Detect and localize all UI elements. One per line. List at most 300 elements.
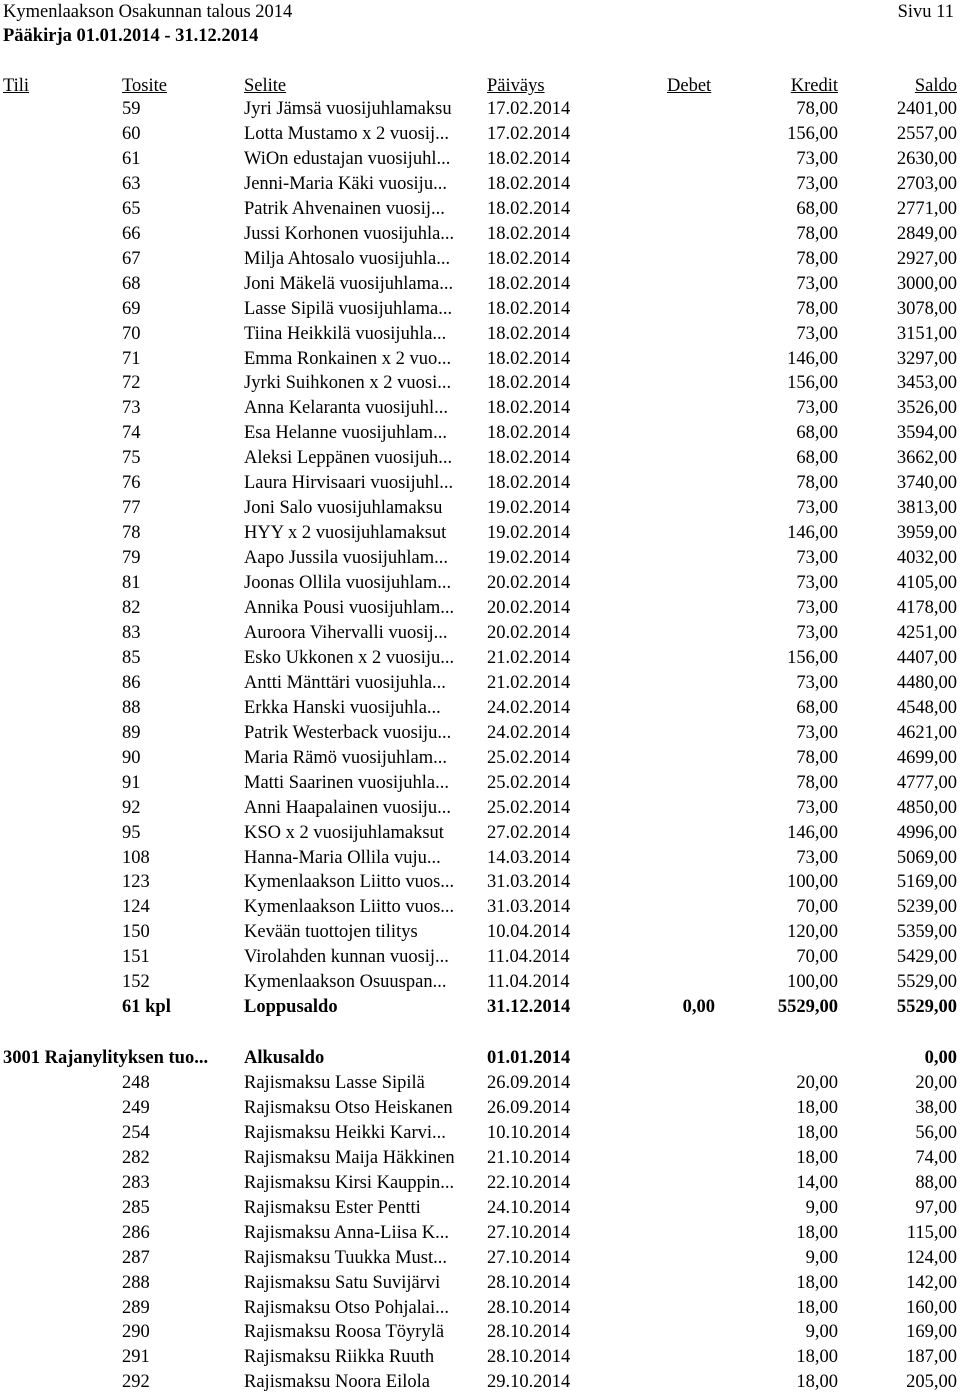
col-tosite: Tosite bbox=[122, 76, 167, 96]
paivays-cell: 18.02.2014 bbox=[487, 198, 571, 219]
ledger-row bbox=[0, 796, 960, 820]
selite-cell: Virolahden kunnan vuosij... bbox=[244, 947, 449, 968]
tosite-cell: 89 bbox=[122, 722, 141, 743]
paivays-cell: 31.03.2014 bbox=[487, 872, 571, 893]
selite-cell: Joonas Ollila vuosijuhlam... bbox=[244, 573, 452, 594]
saldo-cell: 4850,00 bbox=[896, 797, 957, 818]
ledger-row bbox=[0, 1271, 960, 1295]
saldo-cell: 2401,00 bbox=[896, 99, 957, 119]
selite-cell: Erkka Hanski vuosijuhla... bbox=[244, 697, 441, 718]
saldo-cell: 4548,00 bbox=[896, 697, 957, 718]
total-kredit: 5529,00 bbox=[777, 997, 838, 1018]
tosite-cell: 88 bbox=[122, 697, 141, 718]
col-debet: Debet bbox=[667, 76, 712, 96]
selite-cell: Anna Kelaranta vuosijuhl... bbox=[244, 398, 448, 419]
tosite-cell: 151 bbox=[122, 947, 150, 968]
paivays-cell: 18.02.2014 bbox=[487, 248, 571, 269]
paivays-cell: 18.02.2014 bbox=[487, 273, 571, 294]
ledger-row bbox=[0, 97, 960, 121]
paivays-cell: 20.02.2014 bbox=[487, 573, 571, 594]
ledger-row bbox=[0, 1071, 960, 1095]
account-name: 3001 Rajanylityksen tuo... bbox=[3, 1048, 209, 1068]
selite-cell: HYY x 2 vuosijuhlamaksut bbox=[244, 523, 447, 544]
kredit-cell: 100,00 bbox=[787, 872, 838, 893]
account-header-row bbox=[0, 1046, 960, 1070]
paivays-cell: 19.02.2014 bbox=[487, 548, 571, 569]
saldo-cell: 3453,00 bbox=[896, 373, 957, 394]
saldo-cell: 5239,00 bbox=[896, 897, 957, 918]
tosite-cell: 124 bbox=[122, 897, 150, 918]
ledger-row bbox=[0, 920, 960, 944]
ledger-row bbox=[0, 1246, 960, 1270]
kredit-cell: 9,00 bbox=[805, 1247, 838, 1268]
ledger-row bbox=[0, 646, 960, 670]
saldo-cell: 3662,00 bbox=[896, 448, 957, 469]
selite-cell: Annika Pousi vuosijuhlam... bbox=[244, 598, 455, 618]
paivays-cell: 10.04.2014 bbox=[487, 922, 571, 943]
ledger-row bbox=[0, 247, 960, 271]
selite-cell: Kymenlaakson Liitto vuos... bbox=[244, 872, 455, 893]
tosite-cell: 289 bbox=[122, 1297, 150, 1318]
kredit-cell: 68,00 bbox=[796, 423, 838, 444]
ledger-row bbox=[0, 1171, 960, 1195]
selite-cell: Rajismaksu Tuukka Must... bbox=[244, 1247, 448, 1268]
kredit-cell: 18,00 bbox=[796, 1097, 838, 1118]
selite-cell: Lotta Mustamo x 2 vuosij... bbox=[244, 123, 450, 144]
saldo-cell: 4105,00 bbox=[896, 573, 957, 594]
ledger-row bbox=[0, 696, 960, 720]
saldo-cell: 142,00 bbox=[906, 1272, 957, 1293]
saldo-cell: 205,00 bbox=[906, 1372, 957, 1393]
ledger-row bbox=[0, 147, 960, 171]
selite-cell: Rajismaksu Kirsi Kauppin... bbox=[244, 1172, 455, 1193]
col-tili: Tili bbox=[3, 76, 30, 96]
paivays-cell: 28.10.2014 bbox=[487, 1322, 571, 1343]
kredit-cell: 156,00 bbox=[787, 373, 838, 394]
ledger-title: Pääkirja 01.01.2014 - 31.12.2014 bbox=[3, 26, 259, 46]
tosite-cell: 79 bbox=[122, 548, 141, 569]
saldo-cell: 5069,00 bbox=[896, 847, 957, 868]
ledger-row bbox=[0, 1146, 960, 1170]
saldo-cell: 115,00 bbox=[906, 1222, 957, 1243]
tosite-cell: 283 bbox=[122, 1172, 150, 1193]
ledger-row bbox=[0, 521, 960, 545]
saldo-cell: 2927,00 bbox=[896, 248, 957, 269]
tosite-cell: 85 bbox=[122, 647, 141, 668]
kredit-cell: 100,00 bbox=[787, 972, 838, 993]
tosite-cell: 83 bbox=[122, 622, 141, 643]
kredit-cell: 70,00 bbox=[796, 897, 838, 918]
col-kredit: Kredit bbox=[790, 76, 838, 96]
ledger-row bbox=[0, 1296, 960, 1320]
kredit-cell: 18,00 bbox=[796, 1372, 838, 1393]
tosite-cell: 82 bbox=[122, 598, 141, 618]
selite-cell: KSO x 2 vuosijuhlamaksut bbox=[244, 822, 444, 843]
selite-cell: Rajismaksu Lasse Sipilä bbox=[244, 1072, 425, 1093]
kredit-cell: 78,00 bbox=[796, 99, 838, 119]
ledger-row bbox=[0, 1196, 960, 1220]
tosite-cell: 73 bbox=[122, 398, 141, 419]
selite-cell: Esa Helanne vuosijuhlam... bbox=[244, 423, 447, 444]
saldo-cell: 3000,00 bbox=[896, 273, 957, 294]
selite-cell: Aapo Jussila vuosijuhlam... bbox=[244, 548, 449, 569]
selite-cell: Jussi Korhonen vuosijuhla... bbox=[244, 223, 455, 244]
paivays-cell: 18.02.2014 bbox=[487, 348, 571, 369]
tosite-cell: 63 bbox=[122, 173, 141, 194]
tosite-cell: 286 bbox=[122, 1222, 150, 1243]
tosite-cell: 108 bbox=[122, 847, 150, 868]
tosite-cell: 123 bbox=[122, 872, 150, 893]
paivays-cell: 24.02.2014 bbox=[487, 722, 571, 743]
col-selite: Selite bbox=[244, 76, 287, 96]
saldo-cell: 124,00 bbox=[906, 1247, 957, 1268]
paivays-cell: 18.02.2014 bbox=[487, 398, 571, 419]
kredit-cell: 73,00 bbox=[796, 598, 838, 618]
ledger-row bbox=[0, 446, 960, 470]
saldo-cell: 88,00 bbox=[915, 1172, 957, 1193]
saldo-cell: 4032,00 bbox=[896, 548, 957, 569]
total-date: 31.12.2014 bbox=[487, 997, 571, 1018]
tosite-cell: 287 bbox=[122, 1247, 150, 1268]
ledger-row bbox=[0, 895, 960, 919]
ledger-row bbox=[0, 421, 960, 445]
tosite-cell: 249 bbox=[122, 1097, 150, 1118]
ledger-row bbox=[0, 970, 960, 994]
tosite-cell: 86 bbox=[122, 672, 141, 693]
selite-cell: Jyrki Suihkonen x 2 vuosi... bbox=[244, 373, 452, 394]
opening-saldo: 0,00 bbox=[924, 1048, 957, 1068]
kredit-cell: 120,00 bbox=[787, 922, 838, 943]
selite-cell: Rajismaksu Anna-Liisa K... bbox=[244, 1222, 450, 1243]
selite-cell: Maria Rämö vuosijuhlam... bbox=[244, 747, 447, 768]
paivays-cell: 21.02.2014 bbox=[487, 647, 571, 668]
paivays-cell: 22.10.2014 bbox=[487, 1172, 571, 1193]
kredit-cell: 73,00 bbox=[796, 622, 838, 643]
tosite-cell: 285 bbox=[122, 1197, 150, 1218]
total-debet: 0,00 bbox=[682, 997, 715, 1018]
selite-cell: Auroora Vihervalli vuosij... bbox=[244, 622, 448, 643]
paivays-cell: 18.02.2014 bbox=[487, 173, 571, 194]
paivays-cell: 24.10.2014 bbox=[487, 1197, 571, 1218]
selite-cell: Patrik Ahvenainen vuosij... bbox=[244, 198, 445, 219]
kredit-cell: 73,00 bbox=[796, 548, 838, 569]
column-header-row bbox=[0, 74, 960, 98]
selite-cell: Jenni-Maria Käki vuosiju... bbox=[244, 173, 447, 194]
kredit-cell: 18,00 bbox=[796, 1122, 838, 1143]
selite-cell: Rajismaksu Satu Suvijärvi bbox=[244, 1272, 441, 1293]
ledger-row bbox=[0, 1096, 960, 1120]
kredit-cell: 73,00 bbox=[796, 273, 838, 294]
paivays-cell: 10.10.2014 bbox=[487, 1122, 571, 1143]
saldo-cell: 2771,00 bbox=[896, 198, 957, 219]
paivays-cell: 28.10.2014 bbox=[487, 1272, 571, 1293]
tosite-cell: 291 bbox=[122, 1347, 150, 1368]
selite-cell: Rajismaksu Noora Eilola bbox=[244, 1372, 430, 1393]
saldo-cell: 4251,00 bbox=[896, 622, 957, 643]
paivays-cell: 18.02.2014 bbox=[487, 373, 571, 394]
selite-cell: Joni Salo vuosijuhlamaksu bbox=[244, 498, 443, 519]
tosite-cell: 91 bbox=[122, 772, 141, 793]
selite-cell: WiOn edustajan vuosijuhl... bbox=[244, 148, 451, 169]
saldo-cell: 4178,00 bbox=[896, 598, 957, 618]
selite-cell: Laura Hirvisaari vuosijuhl... bbox=[244, 473, 454, 494]
tosite-cell: 59 bbox=[122, 99, 141, 119]
paivays-cell: 18.02.2014 bbox=[487, 223, 571, 244]
paivays-cell: 18.02.2014 bbox=[487, 323, 571, 344]
tosite-cell: 77 bbox=[122, 498, 141, 519]
kredit-cell: 18,00 bbox=[796, 1222, 838, 1243]
paivays-cell: 31.03.2014 bbox=[487, 897, 571, 918]
kredit-cell: 78,00 bbox=[796, 248, 838, 269]
paivays-cell: 27.10.2014 bbox=[487, 1247, 571, 1268]
kredit-cell: 73,00 bbox=[796, 148, 838, 169]
kredit-cell: 68,00 bbox=[796, 448, 838, 469]
page-number: Sivu 11 bbox=[897, 2, 954, 22]
saldo-cell: 3594,00 bbox=[896, 423, 957, 444]
kredit-cell: 73,00 bbox=[796, 173, 838, 194]
paivays-cell: 18.02.2014 bbox=[487, 473, 571, 494]
saldo-cell: 3151,00 bbox=[896, 323, 957, 344]
total-saldo: 5529,00 bbox=[896, 997, 957, 1018]
paivays-cell: 24.02.2014 bbox=[487, 697, 571, 718]
kredit-cell: 18,00 bbox=[796, 1147, 838, 1168]
selite-cell: Rajismaksu Riikka Ruuth bbox=[244, 1347, 435, 1368]
ledger-row bbox=[0, 596, 960, 620]
paivays-cell: 25.02.2014 bbox=[487, 772, 571, 793]
selite-cell: Rajismaksu Otso Pohjalai... bbox=[244, 1297, 450, 1318]
kredit-cell: 14,00 bbox=[796, 1172, 838, 1193]
saldo-cell: 5529,00 bbox=[896, 972, 957, 993]
tosite-cell: 288 bbox=[122, 1272, 150, 1293]
kredit-cell: 18,00 bbox=[796, 1297, 838, 1318]
paivays-cell: 17.02.2014 bbox=[487, 99, 571, 119]
ledger-row bbox=[0, 721, 960, 745]
tosite-cell: 248 bbox=[122, 1072, 150, 1093]
paivays-cell: 21.10.2014 bbox=[487, 1147, 571, 1168]
saldo-cell: 4480,00 bbox=[896, 672, 957, 693]
paivays-cell: 25.02.2014 bbox=[487, 747, 571, 768]
selite-cell: Patrik Westerback vuosiju... bbox=[244, 722, 452, 743]
ledger-row bbox=[0, 1320, 960, 1344]
ledger-row bbox=[0, 746, 960, 770]
kredit-cell: 73,00 bbox=[796, 672, 838, 693]
ledger-row bbox=[0, 496, 960, 520]
kredit-cell: 156,00 bbox=[787, 123, 838, 144]
saldo-cell: 5169,00 bbox=[896, 872, 957, 893]
ledger-row bbox=[0, 771, 960, 795]
selite-cell: Kymenlaakson Osuuspan... bbox=[244, 972, 447, 993]
ledger-row bbox=[0, 172, 960, 196]
paivays-cell: 27.02.2014 bbox=[487, 822, 571, 843]
tosite-cell: 282 bbox=[122, 1147, 150, 1168]
ledger-row bbox=[0, 272, 960, 296]
kredit-cell: 73,00 bbox=[796, 323, 838, 344]
saldo-cell: 4777,00 bbox=[896, 772, 957, 793]
kredit-cell: 73,00 bbox=[796, 398, 838, 419]
paivays-cell: 18.02.2014 bbox=[487, 423, 571, 444]
saldo-cell: 3078,00 bbox=[896, 298, 957, 319]
kredit-cell: 68,00 bbox=[796, 198, 838, 219]
selite-cell: Joni Mäkelä vuosijuhlama... bbox=[244, 273, 454, 294]
saldo-cell: 3740,00 bbox=[896, 473, 957, 494]
kredit-cell: 146,00 bbox=[787, 348, 838, 369]
saldo-cell: 4407,00 bbox=[896, 647, 957, 668]
paivays-cell: 11.04.2014 bbox=[487, 947, 570, 968]
tosite-cell: 254 bbox=[122, 1122, 150, 1143]
selite-cell: Tiina Heikkilä vuosijuhla... bbox=[244, 323, 447, 344]
paivays-cell: 18.02.2014 bbox=[487, 448, 571, 469]
saldo-cell: 3813,00 bbox=[896, 498, 957, 519]
selite-cell: Emma Ronkainen x 2 vuo... bbox=[244, 348, 452, 369]
kredit-cell: 78,00 bbox=[796, 772, 838, 793]
saldo-cell: 56,00 bbox=[915, 1122, 957, 1143]
tosite-cell: 92 bbox=[122, 797, 141, 818]
saldo-cell: 74,00 bbox=[915, 1147, 957, 1168]
tosite-cell: 75 bbox=[122, 448, 141, 469]
tosite-cell: 65 bbox=[122, 198, 141, 219]
tosite-cell: 60 bbox=[122, 123, 141, 144]
saldo-cell: 4621,00 bbox=[896, 722, 957, 743]
ledger-row bbox=[0, 197, 960, 221]
col-paivays: Päiväys bbox=[487, 76, 545, 96]
kredit-cell: 68,00 bbox=[796, 697, 838, 718]
ledger-row bbox=[0, 945, 960, 969]
total-label: Loppusaldo bbox=[244, 997, 338, 1018]
selite-cell: Lasse Sipilä vuosijuhlama... bbox=[244, 298, 453, 319]
tosite-cell: 69 bbox=[122, 298, 141, 319]
selite-cell: Rajismaksu Maija Häkkinen bbox=[244, 1147, 455, 1168]
paivays-cell: 18.02.2014 bbox=[487, 148, 571, 169]
saldo-cell: 187,00 bbox=[906, 1347, 957, 1368]
kredit-cell: 18,00 bbox=[796, 1272, 838, 1293]
saldo-cell: 2630,00 bbox=[896, 148, 957, 169]
ledger-row bbox=[0, 471, 960, 495]
ledger-row bbox=[0, 322, 960, 346]
tosite-cell: 76 bbox=[122, 473, 141, 494]
selite-cell: Rajismaksu Roosa Töyrylä bbox=[244, 1322, 445, 1343]
kredit-cell: 73,00 bbox=[796, 797, 838, 818]
saldo-cell: 5429,00 bbox=[896, 947, 957, 968]
kredit-cell: 9,00 bbox=[805, 1322, 838, 1343]
tosite-cell: 66 bbox=[122, 223, 141, 244]
paivays-cell: 20.02.2014 bbox=[487, 598, 571, 618]
selite-cell: Milja Ahtosalo vuosijuhla... bbox=[244, 248, 451, 269]
kredit-cell: 73,00 bbox=[796, 722, 838, 743]
opening-date: 01.01.2014 bbox=[487, 1048, 571, 1068]
ledger-row bbox=[0, 371, 960, 395]
saldo-cell: 4699,00 bbox=[896, 747, 957, 768]
paivays-cell: 26.09.2014 bbox=[487, 1097, 571, 1118]
selite-cell: Hanna-Maria Ollila vuju... bbox=[244, 847, 441, 868]
paivays-cell: 19.02.2014 bbox=[487, 523, 571, 544]
kredit-cell: 78,00 bbox=[796, 298, 838, 319]
tosite-cell: 81 bbox=[122, 573, 141, 594]
tosite-cell: 152 bbox=[122, 972, 150, 993]
kredit-cell: 73,00 bbox=[796, 498, 838, 519]
kredit-cell: 73,00 bbox=[796, 847, 838, 868]
tosite-cell: 74 bbox=[122, 423, 141, 444]
paivays-cell: 11.04.2014 bbox=[487, 972, 570, 993]
paivays-cell: 19.02.2014 bbox=[487, 498, 571, 519]
total-row bbox=[0, 995, 960, 1019]
kredit-cell: 70,00 bbox=[796, 947, 838, 968]
org-title: Kymenlaakson Osakunnan talous 2014 bbox=[3, 2, 293, 22]
selite-cell: Kymenlaakson Liitto vuos... bbox=[244, 897, 455, 918]
saldo-cell: 5359,00 bbox=[896, 922, 957, 943]
saldo-cell: 38,00 bbox=[915, 1097, 957, 1118]
paivays-cell: 20.02.2014 bbox=[487, 622, 571, 643]
tosite-cell: 68 bbox=[122, 273, 141, 294]
paivays-cell: 18.02.2014 bbox=[487, 298, 571, 319]
selite-cell: Kevään tuottojen tilitys bbox=[244, 922, 418, 943]
total-count: 61 kpl bbox=[122, 997, 171, 1018]
saldo-cell: 20,00 bbox=[915, 1072, 957, 1093]
paivays-cell: 28.10.2014 bbox=[487, 1297, 571, 1318]
ledger-row bbox=[0, 846, 960, 870]
kredit-cell: 78,00 bbox=[796, 747, 838, 768]
tosite-cell: 72 bbox=[122, 373, 141, 394]
kredit-cell: 146,00 bbox=[787, 523, 838, 544]
ledger-row bbox=[0, 1121, 960, 1145]
saldo-cell: 2849,00 bbox=[896, 223, 957, 244]
tosite-cell: 292 bbox=[122, 1372, 150, 1393]
selite-cell: Jyri Jämsä vuosijuhlamaksu bbox=[244, 99, 452, 119]
kredit-cell: 78,00 bbox=[796, 473, 838, 494]
kredit-cell: 146,00 bbox=[787, 822, 838, 843]
ledger-row bbox=[0, 870, 960, 894]
tosite-cell: 67 bbox=[122, 248, 141, 269]
selite-cell: Antti Mänttäri vuosijuhla... bbox=[244, 672, 446, 693]
saldo-cell: 2703,00 bbox=[896, 173, 957, 194]
paivays-cell: 21.02.2014 bbox=[487, 672, 571, 693]
ledger-row bbox=[0, 347, 960, 371]
selite-cell: Aleksi Leppänen vuosijuh... bbox=[244, 448, 453, 469]
ledger-row bbox=[0, 1370, 960, 1394]
saldo-cell: 3959,00 bbox=[896, 523, 957, 544]
ledger-row bbox=[0, 396, 960, 420]
ledger-row bbox=[0, 546, 960, 570]
kredit-cell: 18,00 bbox=[796, 1347, 838, 1368]
paivays-cell: 28.10.2014 bbox=[487, 1347, 571, 1368]
tosite-cell: 290 bbox=[122, 1322, 150, 1343]
paivays-cell: 17.02.2014 bbox=[487, 123, 571, 144]
tosite-cell: 61 bbox=[122, 148, 141, 169]
ledger-row bbox=[0, 621, 960, 645]
tosite-cell: 90 bbox=[122, 747, 141, 768]
paivays-cell: 14.03.2014 bbox=[487, 847, 571, 868]
selite-cell: Rajismaksu Ester Pentti bbox=[244, 1197, 421, 1218]
tosite-cell: 70 bbox=[122, 323, 141, 344]
selite-cell: Esko Ukkonen x 2 vuosiju... bbox=[244, 647, 455, 668]
col-saldo: Saldo bbox=[914, 76, 957, 96]
tosite-cell: 78 bbox=[122, 523, 141, 544]
ledger-row bbox=[0, 571, 960, 595]
opening-label: Alkusaldo bbox=[244, 1048, 325, 1068]
paivays-cell: 29.10.2014 bbox=[487, 1372, 571, 1393]
tosite-cell: 150 bbox=[122, 922, 150, 943]
saldo-cell: 160,00 bbox=[906, 1297, 957, 1318]
ledger-row bbox=[0, 671, 960, 695]
saldo-cell: 97,00 bbox=[915, 1197, 957, 1218]
saldo-cell: 3297,00 bbox=[896, 348, 957, 369]
ledger-row bbox=[0, 1345, 960, 1369]
paivays-cell: 26.09.2014 bbox=[487, 1072, 571, 1093]
saldo-cell: 2557,00 bbox=[896, 123, 957, 144]
ledger-row bbox=[0, 821, 960, 845]
selite-cell: Matti Saarinen vuosijuhla... bbox=[244, 772, 450, 793]
kredit-cell: 9,00 bbox=[805, 1197, 838, 1218]
ledger-row bbox=[0, 297, 960, 321]
